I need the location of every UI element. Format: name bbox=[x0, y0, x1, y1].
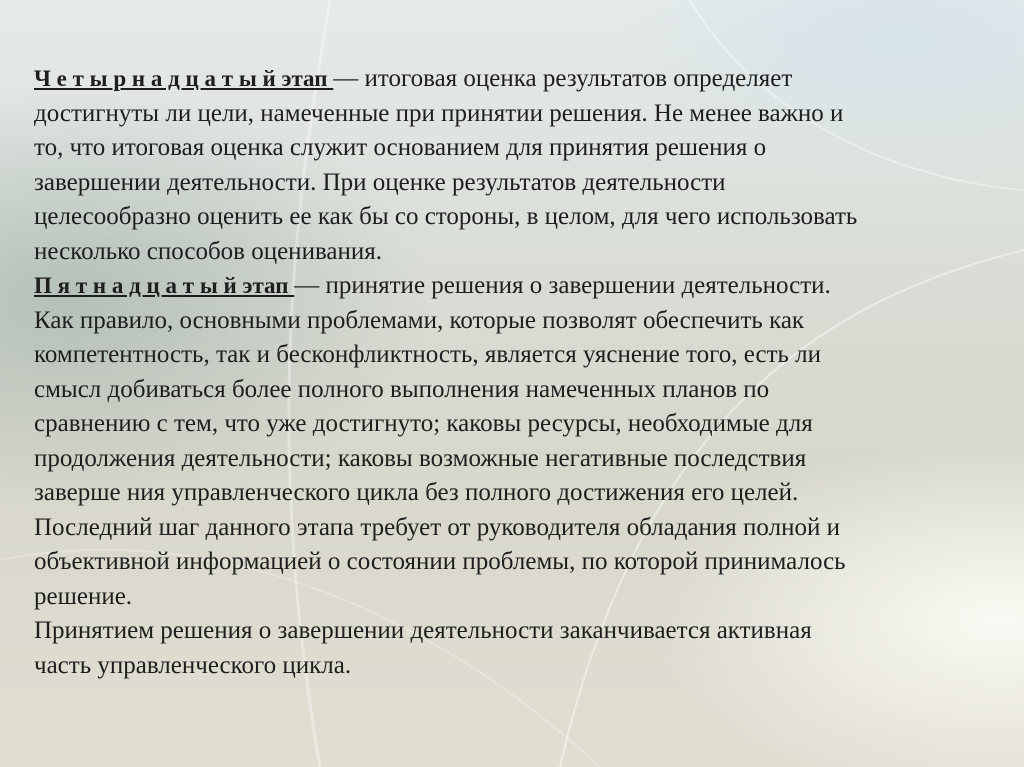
p2-line-4: смысл добиваться более полного выполнения намеченных планов по bbox=[34, 375, 770, 403]
p3-line-1: Принятием решения о завершении деятельности заканчивается активная bbox=[34, 617, 812, 644]
p2-line-10: решение. bbox=[34, 582, 133, 610]
slide-text bbox=[34, 62, 984, 683]
p2-line-5: сравнению с тем, что уже достигнуто; каковы ресурсы, необходимые для bbox=[34, 410, 813, 437]
p2-line-6: продолжения деятельности; каковы возможные негативные последствия bbox=[34, 444, 807, 472]
p2-line-3: компетентность, так и бесконфликтность, является уяснение того, есть ли bbox=[34, 341, 821, 368]
stage-14-dash: — bbox=[333, 65, 365, 92]
p2-line-9: объективной информацией о состоянии проблемы, по которой принималось bbox=[34, 548, 846, 575]
p2-line-8: Последний шаг данного этапа требует от руководителя обладания полной и bbox=[34, 513, 840, 541]
p1-line-4: завершении деятельности. При оценке результатов деятельности bbox=[34, 168, 726, 196]
p1-line-1 bbox=[34, 62, 984, 97]
p1-line-2: достигнуты ли цели, намеченные при принятии решения. Не менее важно и bbox=[34, 99, 844, 127]
p2-line-2: Как правило, основными проблемами, которые позволят обеспечить как bbox=[34, 306, 805, 334]
p2-text-1: принятие решения о завершении деятельности. bbox=[325, 272, 831, 299]
stage-14-label: Ч е т ы р н а д ц а т ы й этап bbox=[34, 66, 334, 91]
stage-15-label: П я т н а д ц а т ы й этап bbox=[34, 273, 295, 298]
p1-line-3: то, что итоговая оценка служит основанием для принятия решения о bbox=[34, 134, 767, 161]
p1-line-5: целесообразно оценить ее как бы со стороны, в целом, для чего использовать bbox=[34, 203, 858, 230]
p2-line-7: заверше ния управленческого цикла без полного достижения его целей. bbox=[34, 479, 799, 506]
p2-line-1 bbox=[34, 269, 984, 304]
p1-line-6: несколько способов оценивания. bbox=[34, 237, 383, 265]
stage-15-dash: — bbox=[294, 272, 326, 299]
p3-line-2: часть управленческого цикла. bbox=[34, 651, 352, 679]
p1-text-1: итоговая оценка результатов определяет bbox=[364, 65, 793, 92]
